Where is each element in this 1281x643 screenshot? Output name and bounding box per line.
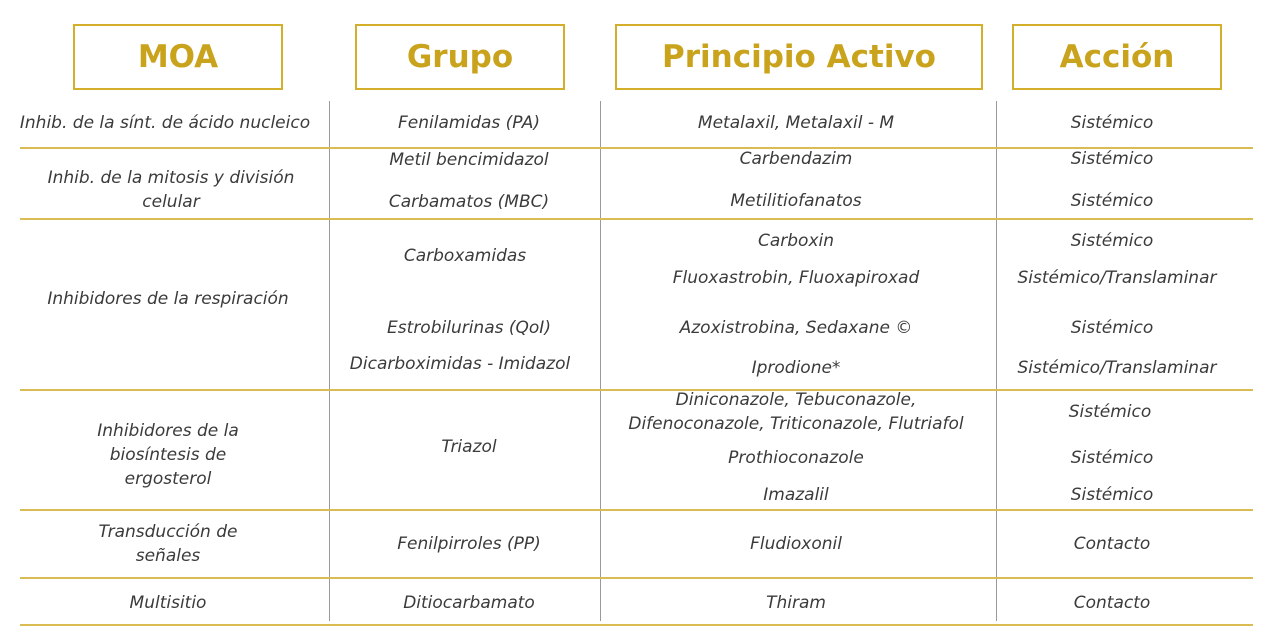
principio-cell xyxy=(628,388,963,436)
row-divider xyxy=(20,147,1253,149)
principio-cell: Fludioxonil xyxy=(750,534,842,554)
principio-cell: Metilitiofanatos xyxy=(730,191,862,211)
principio-cell: Azoxistrobina, Sedaxane © xyxy=(679,318,913,338)
principio-line: Diniconazole, Tebuconazole, xyxy=(675,390,917,410)
moa-cell xyxy=(48,166,295,214)
accion-cell: Sistémico xyxy=(1070,191,1154,211)
moa-line: celular xyxy=(142,192,200,212)
moa-cell: Multisitio xyxy=(129,593,207,613)
row-divider xyxy=(20,218,1253,220)
accion-cell: Contacto xyxy=(1073,593,1151,613)
header-moa: MOA xyxy=(73,24,283,90)
grupo-cell: Fenilamidas (PA) xyxy=(398,113,540,133)
moa-line: Transducción de xyxy=(98,522,238,542)
accion-cell: Sistémico xyxy=(1070,448,1154,468)
moa-cell xyxy=(99,520,238,568)
grupo-cell: Triazol xyxy=(441,437,497,457)
accion-cell: Sistémico xyxy=(1070,149,1154,169)
moa-line: ergosterol xyxy=(124,469,212,489)
accion-cell: Sistémico xyxy=(1070,231,1154,251)
grupo-cell: Dicarboximidas - Imidazol xyxy=(349,354,571,374)
row-divider xyxy=(20,577,1253,579)
accion-cell: Contacto xyxy=(1073,534,1151,554)
moa-cell: Inhib. de la sínt. de ácido nucleico xyxy=(19,113,311,133)
accion-cell: Sistémico/Translaminar xyxy=(1017,268,1217,288)
accion-cell: Sistémico xyxy=(1070,113,1154,133)
principio-cell: Thiram xyxy=(766,593,826,613)
moa-cell xyxy=(97,419,239,491)
header-grupo: Grupo xyxy=(355,24,565,90)
moa-cell: Inhibidores de la respiración xyxy=(47,289,289,309)
grupo-cell: Carboxamidas xyxy=(403,246,527,266)
principio-cell: Fluoxastrobin, Fluoxapiroxad xyxy=(672,268,920,288)
principio-cell: Metalaxil, Metalaxil - M xyxy=(697,113,895,133)
accion-cell: Sistémico/Translaminar xyxy=(1017,358,1217,378)
moa-line: Inhib. de la mitosis y división xyxy=(47,168,295,188)
grupo-cell: Fenilpirroles (PP) xyxy=(397,534,541,554)
principio-cell: Carboxin xyxy=(757,231,835,251)
header-principio-activo: Principio Activo xyxy=(615,24,983,90)
moa-line: biosíntesis de xyxy=(109,445,227,465)
header-accion: Acción xyxy=(1012,24,1222,90)
principio-cell: Iprodione* xyxy=(751,358,841,378)
grupo-cell: Carbamatos (MBC) xyxy=(388,192,550,212)
grupo-cell: Estrobilurinas (QoI) xyxy=(387,318,551,338)
row-divider xyxy=(20,624,1253,626)
column-divider xyxy=(996,101,997,621)
column-divider xyxy=(329,101,330,621)
column-divider xyxy=(600,101,601,621)
moa-line: Inhibidores de la xyxy=(97,421,239,441)
principio-cell: Carbendazim xyxy=(739,149,853,169)
accion-cell: Sistémico xyxy=(1068,402,1152,422)
grupo-cell: Metil bencimidazol xyxy=(389,150,549,170)
principio-cell: Prothioconazole xyxy=(728,448,864,468)
row-divider xyxy=(20,509,1253,511)
accion-cell: Sistémico xyxy=(1070,485,1154,505)
principio-line: Difenoconazole, Triticonazole, Flutriafol xyxy=(628,414,964,434)
principio-cell: Imazalil xyxy=(763,485,829,505)
accion-cell: Sistémico xyxy=(1070,318,1154,338)
moa-line: señales xyxy=(135,546,201,566)
grupo-cell: Ditiocarbamato xyxy=(403,593,535,613)
